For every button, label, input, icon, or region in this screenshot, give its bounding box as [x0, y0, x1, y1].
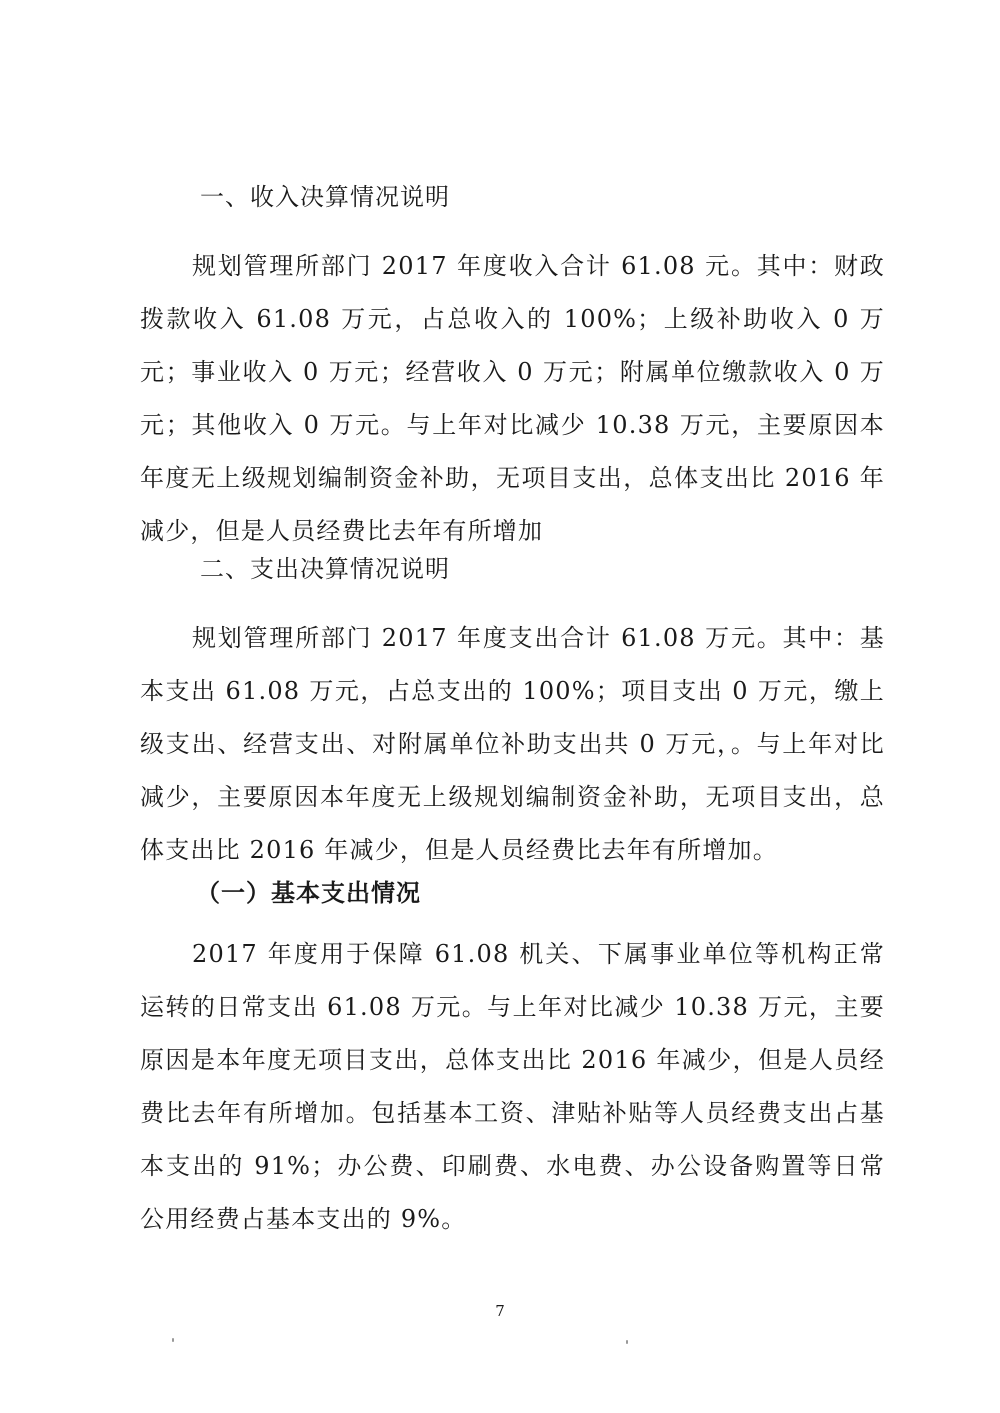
page-number: 7 [495, 1302, 505, 1320]
section-heading-income: 一、收入决算情况说明 [200, 183, 450, 211]
paragraph-basic-expenditure: 2017 年度用于保障 61.08 机关、下属事业单位等机构正常运转的日常支出 61.08 万元。与上年对比减少 10.38 万元，主要原因是本年度无项目支出，总体支出比 2016 年减少，但是人员经费比去年有所增加。包括基本工资、津贴补贴等人员经费支出占基本支出的 91%；办公费、印刷费、水电费、办公设备购置等日常公用经费占基本支出的 9%。 [140, 940, 885, 1233]
section-heading-basic-expenditure: （一）基本支出情况 [196, 879, 421, 907]
scan-speck [172, 1338, 174, 1342]
scan-speck [626, 1340, 628, 1344]
section-heading-expenditure: 二、支出决算情况说明 [200, 555, 450, 583]
paragraph-expenditure: 规划管理所部门 2017 年度支出合计 61.08 万元。其中：基本支出 61.08 万元，占总支出的 100%；项目支出 0 万元，缴上级支出、经营支出、对附属单位补助支出共 0 万元，。与上年对比减少，主要原因本年度无上级规划编制资金补助，无项目支出，总体支出比 2016 年减少，但是人员经费比去年有所增加。 [140, 624, 885, 864]
paragraph-income: 规划管理所部门 2017 年度收入合计 61.08 元。其中：财政拨款收入 61.08 万元，占总收入的 100%；上级补助收入 0 万元；事业收入 0 万元；经营收入 0 万元；附属单位缴款收入 0 万元；其他收入 0 万元。与上年对比减少 10.38 万元，主要原因本年度无上级规划编制资金补助，无项目支出，总体支出比 2016 年减少，但是人员经费比去年有所增加 [140, 252, 885, 545]
